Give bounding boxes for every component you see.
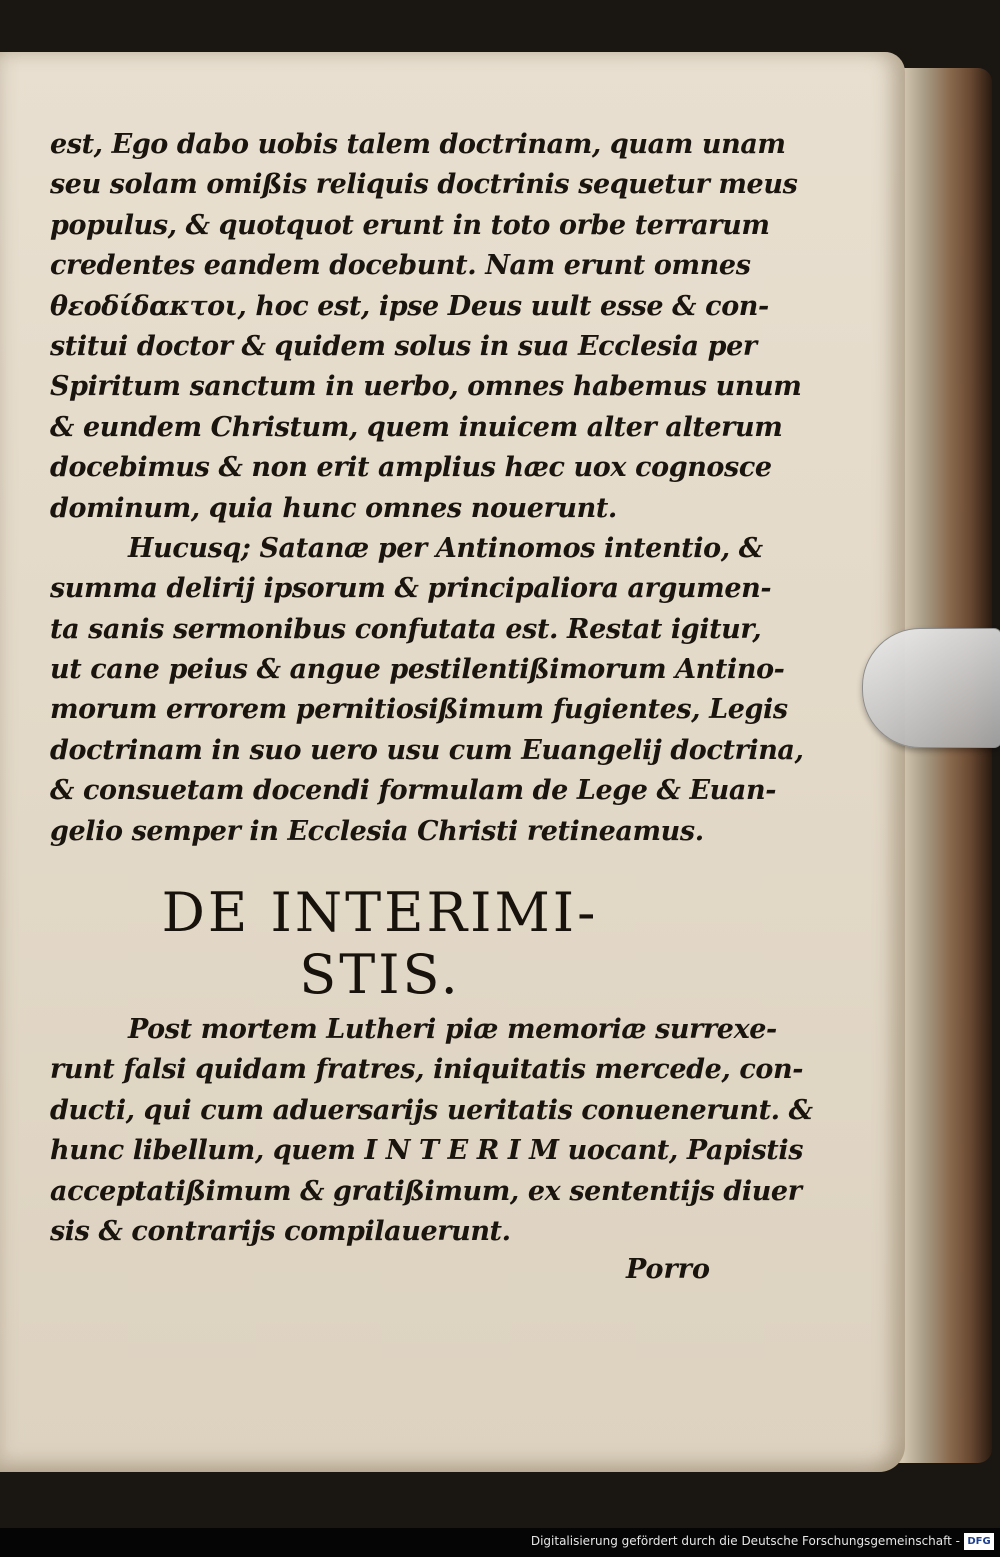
text-line: runt falsi quidam fratres, iniquitatis mercede, con- (50, 1054, 804, 1086)
text-line: stitui doctor & quidem solus in sua Ecclesia per (50, 330, 757, 362)
footer-credit-text: Digitalisierung gefördert durch die Deutsche Forschungsgemeinschaft - (530, 1534, 960, 1548)
text-line: & consuetam docendi formulam de Lege & Euan- (50, 775, 777, 807)
text-line: ut cane peius & angue pestilentißimorum Antino- (50, 654, 785, 686)
footer-bar (0, 1528, 1000, 1557)
text-line: ta sanis sermonibus confutata est. Restat igitur, (50, 613, 762, 645)
text-line: Spiritum sanctum in uerbo, omnes habemus unum (50, 371, 802, 403)
section-heading-line-2: STIS. (299, 943, 461, 1006)
catchword: Porro (625, 1254, 710, 1285)
text-line: acceptatißimum & gratißimum, ex sententijs diuer (50, 1175, 802, 1207)
text-line: dominum, quia hunc omnes nouerunt. (50, 492, 617, 524)
section-body-text (50, 1010, 813, 1252)
text-line: θεοδίδακτοι, hoc est, ipse Deus uult esse & con- (50, 290, 769, 322)
text-line: seu solam omißis reliquis doctrinis sequetur meus (50, 169, 798, 201)
text-line: morum errorem pernitiosißimum fugientes, Legis (50, 694, 788, 726)
text-line: Hucusq; Satanæ per Antinomos intentio, & (128, 532, 763, 564)
text-line: gelio semper in Ecclesia Christi retineamus. (50, 815, 704, 847)
text-line: summa delirij ipsorum & principaliora argumen- (50, 573, 772, 605)
text-line: credentes eandem docebunt. Nam erunt omnes (50, 250, 751, 282)
page-body-text (50, 125, 804, 852)
text-line: & eundem Christum, quem inuicem alter alterum (50, 411, 783, 443)
text-line: populus, & quotquot erunt in toto orbe terrarum (50, 209, 770, 241)
text-line: doctrinam in suo uero usu cum Euangelij doctrina, (50, 734, 804, 766)
text-line: ducti, qui cum aduersarijs ueritatis conuenerunt. & (50, 1094, 813, 1126)
dfg-logo-icon: DFG (964, 1533, 994, 1550)
section-heading-line-1: DE INTERIMI- (161, 881, 599, 944)
text-line: Post mortem Lutheri piæ memoriæ surrexe- (128, 1014, 777, 1045)
text-line: sis & contrarijs compilauerunt. (50, 1215, 511, 1247)
text-line: docebimus & non erit amplius hæc uox cognosce (50, 452, 772, 484)
text-line: est, Ego dabo uobis talem doctrinam, quam unam (50, 129, 786, 160)
plastic-page-clip (862, 628, 1000, 748)
text-line: hunc libellum, quem I N T E R I M uocant, Papistis (50, 1135, 804, 1167)
